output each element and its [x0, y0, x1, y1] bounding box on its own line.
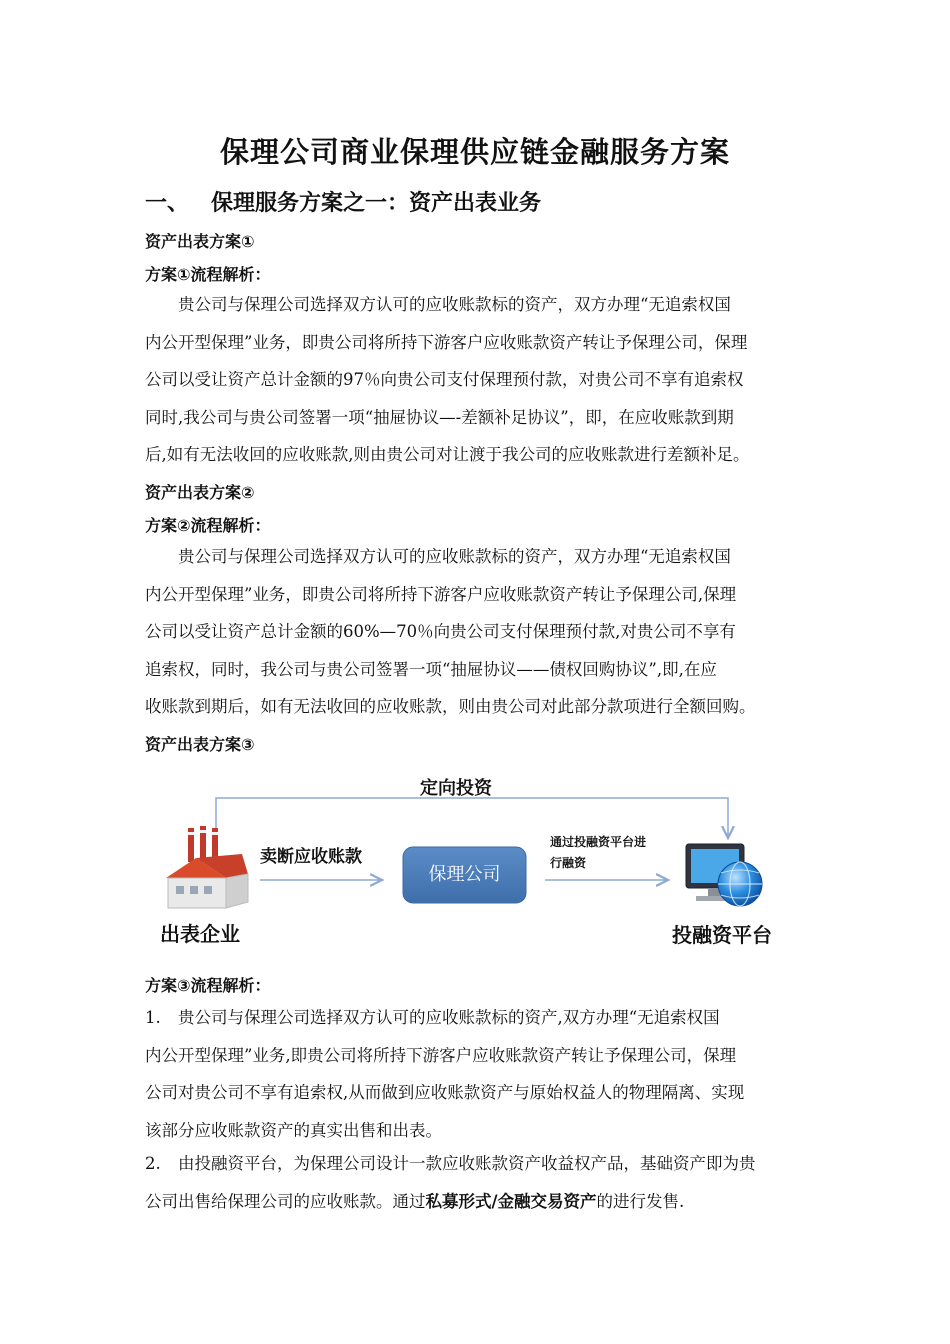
section-number: 一、	[145, 191, 190, 216]
plan1-paragraph	[145, 286, 815, 474]
paragraph-line: 内公开型保理”业务，即贵公司将所持下游客户应收账款资产转让予保理公司，保理	[145, 332, 748, 352]
plan2-analysis-label: 方案②流程解析：	[145, 516, 271, 535]
plan3-heading: 资产出表方案③	[145, 735, 255, 754]
plan3-item1	[145, 999, 815, 1149]
paragraph-line: 收账款到期后，如有无法收回的应收账款，则由贵公司对此部分款项进行全额回购。	[145, 697, 756, 716]
document-title: 保理公司商业保理供应链金融服务方案	[219, 135, 730, 169]
paragraph-line	[145, 1183, 815, 1221]
computer-globe-icon	[686, 844, 762, 906]
item-number: 1.	[145, 1008, 161, 1027]
paragraph-line	[145, 999, 815, 1037]
issuing-enterprise-label: 出表企业	[160, 922, 240, 946]
paragraph-line: 同时,我公司与贵公司签署一项“抽屉协议—-差额补足协议”，即，在应收账款到期	[145, 407, 734, 427]
paragraph-line: 内公开型保理”业务,即贵公司将所持下游客户应收账款资产转让予保理公司，保理	[145, 1045, 737, 1065]
paragraph-line: 公司以受让资产总计金额的97％向贵公司支付保理预付款，对贵公司不享有追索权	[145, 370, 744, 389]
bold-emphasis: 私募形式/金融交易资产	[425, 1191, 597, 1211]
plan3-item2	[145, 1145, 815, 1220]
plan3-analysis-label: 方案③流程解析：	[145, 976, 271, 995]
section-heading	[145, 186, 541, 217]
item-text: 的进行发售.	[596, 1191, 685, 1211]
sell-receivables-label: 卖断应收账款	[260, 847, 362, 867]
paragraph-line: 公司以受让资产总计金额的60%—70％向贵公司支付保理预付款,对贵公司不享有	[145, 622, 736, 641]
investment-platform-label: 投融资平台	[672, 923, 772, 947]
financing-label-line2: 行融资	[550, 856, 587, 870]
paragraph-line: 公司对贵公司不享有追索权,从而做到应收账款资产与原始权益人的物理隔离、实现	[145, 1083, 745, 1102]
plan2-paragraph	[145, 538, 815, 726]
paragraph-line: 贵公司与保理公司选择双方认可的应收账款标的资产，双方办理“无追索权国	[178, 547, 731, 566]
paragraph-line: 追索权，同时，我公司与贵公司签署一项“抽屉协议——债权回购协议”,即,在应	[145, 659, 717, 679]
paragraph-line: 该部分应收账款资产的真实出售和出表。	[145, 1120, 442, 1140]
plan1-analysis-label: 方案①流程解析：	[145, 265, 271, 284]
directed-investment-label: 定向投资	[420, 778, 492, 799]
directed-investment-line	[216, 798, 728, 838]
flow-diagram	[150, 766, 800, 956]
item-text: 由投融资平台，为保理公司设计一款应收账款资产收益权产品，基础资产即为贵	[178, 1154, 756, 1173]
item-text: 贵公司与保理公司选择双方认可的应收账款标的资产,双方办理“无追索权国	[178, 1008, 720, 1027]
item-text: 公司出售给保理公司的应收账款。通过	[145, 1191, 426, 1211]
section-title: 保理服务方案之一：资产出表业务	[211, 191, 542, 216]
paragraph-line: 内公开型保理”业务，即贵公司将所持下游客户应收账款资产转让予保理公司,保理	[145, 584, 737, 604]
plan1-heading: 资产出表方案①	[145, 232, 255, 251]
factory-icon	[166, 826, 248, 908]
financing-label-line1: 通过投融资平台进	[550, 835, 647, 849]
paragraph-line	[145, 1145, 815, 1183]
paragraph-line: 后,如有无法收回的应收账款,则由贵公司对让渡于我公司的应收账款进行差额补足。	[145, 445, 750, 464]
paragraph-line: 贵公司与保理公司选择双方认可的应收账款标的资产，双方办理“无追索权国	[178, 295, 731, 314]
plan2-heading: 资产出表方案②	[145, 483, 255, 502]
factoring-company-label: 保理公司	[428, 864, 501, 885]
item-number: 2.	[145, 1154, 161, 1173]
